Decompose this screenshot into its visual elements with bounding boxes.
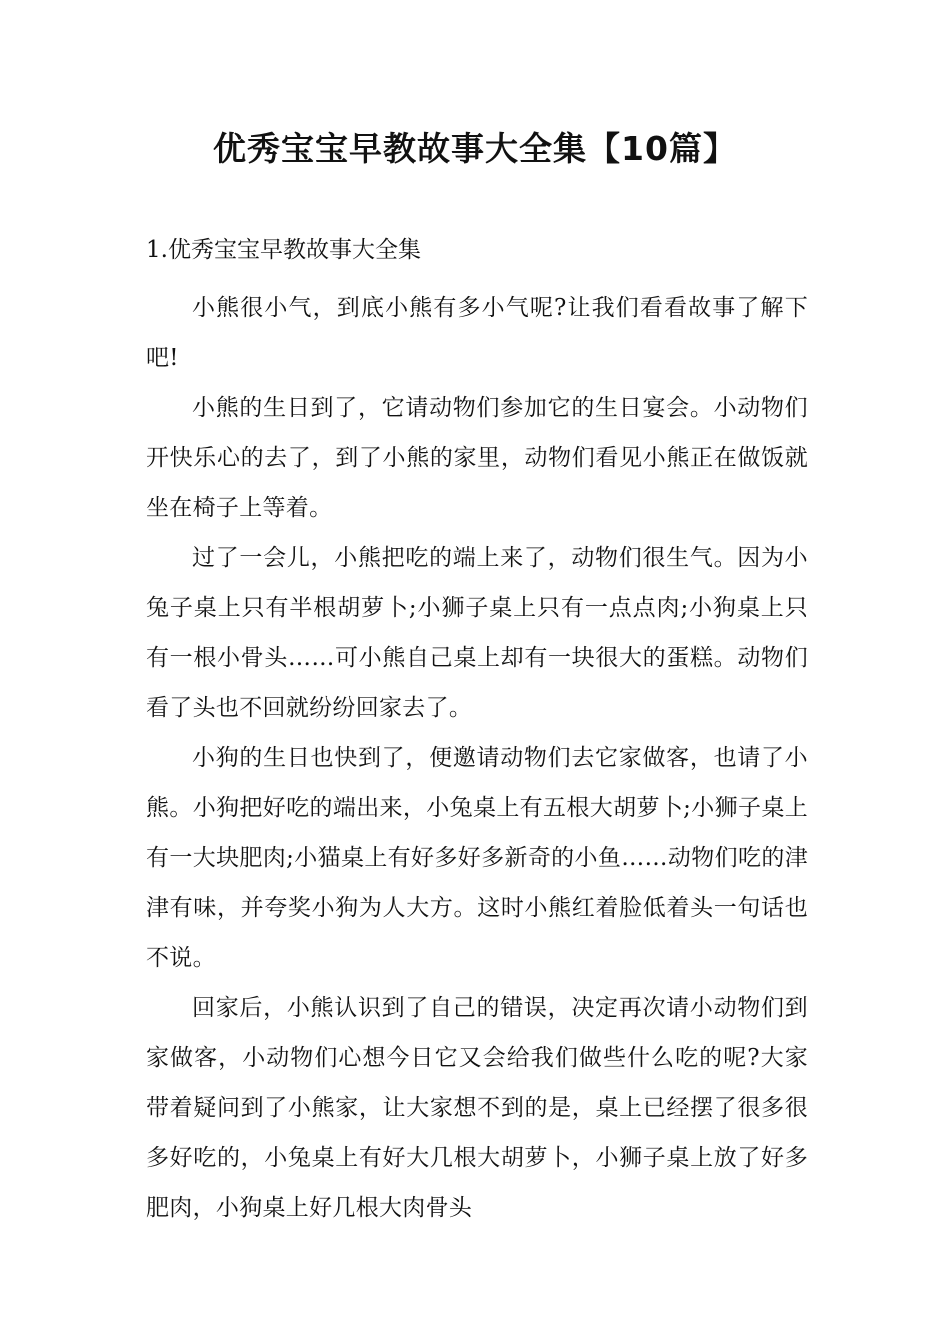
story-paragraph: 小熊很小气，到底小熊有多小气呢?让我们看看故事了解下吧! bbox=[146, 295, 808, 371]
story-paragraph: 过了一会儿，小熊把吃的端上来了，动物们很生气。因为小兔子桌上只有半根胡萝卜;小狮子桌上只有一点点肉;小狗桌上只有一根小骨头……可小熊自己桌上却有一块很大的蛋糕。动物们看了头也不回就纷纷回家去了。 bbox=[146, 545, 808, 721]
section-heading: 1.优秀宝宝早教故事大全集 bbox=[146, 237, 421, 263]
story-body bbox=[146, 283, 808, 1233]
story-paragraph: 小熊的生日到了，它请动物们参加它的生日宴会。小动物们开快乐心的去了，到了小熊的家里，动物们看见小熊正在做饭就坐在椅子上等着。 bbox=[146, 395, 808, 521]
document-title: 优秀宝宝早教故事大全集【10篇】 bbox=[213, 129, 737, 168]
story-paragraph: 小狗的生日也快到了，便邀请动物们去它家做客，也请了小熊。小狗把好吃的端出来，小兔桌上有五根大胡萝卜;小狮子桌上有一大块肥肉;小猫桌上有好多好多新奇的小鱼……动物们吃的津津有味，并夸奖小狗为人大方。这时小熊红着脸低着头一句话也不说。 bbox=[146, 745, 808, 971]
story-paragraph: 回家后，小熊认识到了自己的错误，决定再次请小动物们到家做客，小动物们心想今日它又会给我们做些什么吃的呢?大家带着疑问到了小熊家，让大家想不到的是，桌上已经摆了很多很多好吃的，小兔桌上有好大几根大胡萝卜，小狮子桌上放了好多肥肉，小狗桌上好几根大肉骨头 bbox=[146, 995, 808, 1221]
